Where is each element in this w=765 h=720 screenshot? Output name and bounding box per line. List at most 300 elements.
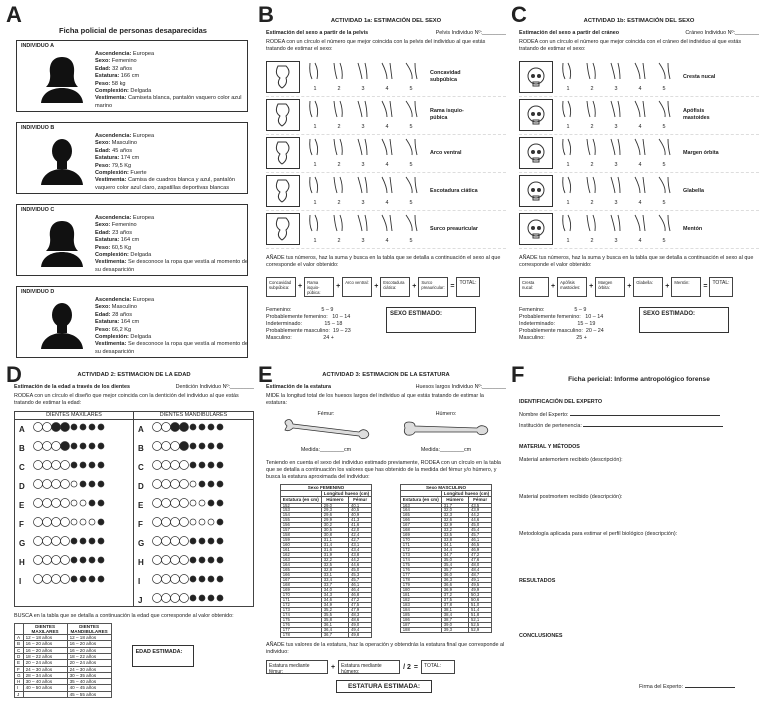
- score-option[interactable]: [402, 61, 420, 93]
- row-letter: H: [138, 557, 144, 567]
- row-letter: I: [138, 576, 141, 586]
- teeth-diagram-icon: [152, 439, 232, 457]
- table-cell: 46,4: [349, 588, 372, 593]
- morphology-sketch-icon: [607, 99, 625, 124]
- dentition-row[interactable]: [134, 420, 253, 439]
- dentition-row[interactable]: [134, 553, 253, 572]
- row-letter: D: [138, 481, 144, 491]
- sum-box[interactable]: Rama isquio-púbica:: [304, 277, 334, 297]
- score-number: 4: [638, 86, 642, 93]
- score-option[interactable]: [378, 137, 396, 169]
- score-number: 1: [313, 200, 317, 207]
- score-option[interactable]: [583, 99, 601, 131]
- table-cell: 34,9: [321, 603, 348, 608]
- total-box[interactable]: TOTAL:: [456, 277, 480, 297]
- score-option[interactable]: [378, 99, 396, 131]
- table-cell: 182: [400, 598, 441, 603]
- info-line: Ascendencia: Europea: [95, 51, 155, 57]
- table-cell: 153: [280, 508, 321, 513]
- info-line: Estatura: 174 cm: [95, 155, 140, 162]
- score-option[interactable]: [655, 213, 673, 245]
- table-cell: 168: [280, 583, 321, 588]
- score-option[interactable]: [402, 213, 420, 245]
- table-cell: 51,4: [469, 608, 492, 613]
- score-option[interactable]: [330, 61, 348, 93]
- table-row[interactable]: [400, 628, 491, 633]
- dentition-row[interactable]: [134, 515, 253, 534]
- table-cell: 47,6: [469, 558, 492, 563]
- sum-box[interactable]: Glabella:: [633, 277, 663, 297]
- table-cell: 187: [400, 623, 441, 628]
- table-cell: 32,0: [441, 508, 468, 513]
- score-option[interactable]: [330, 213, 348, 245]
- row-letter: F: [138, 519, 143, 529]
- table-cell: 35,5: [321, 613, 348, 618]
- info-line: Edad: 45 años: [95, 147, 133, 154]
- score-option[interactable]: [631, 137, 649, 169]
- score-option[interactable]: [354, 61, 372, 93]
- signature-line[interactable]: [685, 687, 735, 688]
- info-line: Edad: 32 años: [95, 65, 133, 72]
- table-cell: 49,4: [349, 628, 372, 633]
- table-cell: 36,1: [321, 623, 348, 628]
- teeth-diagram-icon: [152, 553, 232, 571]
- panel-e-ind-field[interactable]: Huesos largos Individuo Nº:________: [415, 383, 506, 390]
- dentition-row[interactable]: [134, 477, 253, 496]
- panel-c: ACTIVIDAD 1b: ESTIMACIÓN DEL SEXO Estimación del sexo a partir del cráneo Cráneo Individuo Nº:________ RODEA con un círculo el número que mejor coincida con el cráneo del individuo al que estás tratando de estimar el sexo: 1 2 3 4 5 Cresta nucal 1 2 3 4 5 Apófisis mastoides 1 2 3 4 5 Margen órbita 1 2 3 4 5 Glabella 1 2 3 4 5 Mentón AÑADE tus números, haz la suma y busca en la tabla que se detalla a continuación el sexo al que corresponde el valor obtenido: Cresta nucal: + Apófisis mastoides: + Margen órbita: + Glabella: + Mentón: = TOTAL: Femenino: 5 – 9 Probablemente femenino: 10 – 14 Indeterminado: 15 – 19 Probablemente masculino: 20 – 24 Masculino: 25 + SEXO ESTIMADO:: [519, 18, 759, 341]
- field-institucion-input[interactable]: [583, 426, 723, 427]
- morphology-sketch-icon: [354, 175, 372, 200]
- score-number: 2: [337, 86, 341, 93]
- teeth-diagram-icon: [33, 553, 113, 571]
- table-cell: 43,4: [349, 548, 372, 553]
- table-cell: 37,5: [441, 598, 468, 603]
- morphology-sketch-icon: [354, 137, 372, 162]
- table-cell: 51,8: [469, 613, 492, 618]
- table-cell: 33,8: [441, 538, 468, 543]
- score-number: 3: [614, 200, 618, 207]
- dentition-row[interactable]: [15, 458, 133, 477]
- stature-total-box[interactable]: TOTAL:: [421, 660, 455, 674]
- femur-stature-box[interactable]: Estatura mediante fémur:: [266, 660, 328, 674]
- score-number: 2: [337, 238, 341, 245]
- person-silhouette-icon: [39, 53, 85, 103]
- score-option[interactable]: [583, 175, 601, 207]
- reference-bone-icon: [266, 61, 300, 93]
- field-metodologia[interactable]: Metodología aplicada para estimar el perfil biológico (descripción):: [519, 531, 678, 538]
- sum-box[interactable]: Surco preauricular:: [418, 277, 448, 297]
- score-number: 4: [385, 200, 389, 207]
- trait-label: Rama isquio-púbica: [430, 108, 464, 122]
- info-line: Complexión: Delgada: [95, 87, 152, 94]
- table-cell: 175: [400, 563, 441, 568]
- table-cell: 30,2: [321, 523, 348, 528]
- teeth-diagram-icon: [33, 439, 113, 457]
- table-cell: 176: [400, 568, 441, 573]
- teeth-diagram-icon: [152, 572, 232, 590]
- info-line: Peso: 60,5 Kg: [95, 244, 132, 251]
- table-cell: D: [15, 654, 24, 660]
- range-line: Probablemente femenino: 10 – 14: [266, 313, 351, 320]
- individual-label: INDIVIDUO A: [21, 43, 55, 49]
- reference-bone-icon: [519, 61, 553, 93]
- panel-e-subtitle: Estimación de la estatura: [266, 383, 332, 390]
- dentition-row[interactable]: [15, 534, 133, 553]
- dentition-row[interactable]: [134, 591, 253, 610]
- field-institucion: Institución de pertenencia:: [519, 423, 582, 430]
- table-cell: 20 – 24 años: [67, 660, 111, 666]
- score-number: 1: [313, 162, 317, 169]
- table-cell: 160: [280, 543, 321, 548]
- table-cell: 34,3: [321, 593, 348, 598]
- long-header: Longitud hueso (cm): [321, 490, 371, 496]
- table-cell: 167: [400, 523, 441, 528]
- dentition-row[interactable]: [134, 439, 253, 458]
- table-cell: 46,9: [469, 548, 492, 553]
- score-number: 3: [361, 162, 365, 169]
- score-number: 3: [361, 124, 365, 131]
- table-cell: 16 – 20 años: [23, 641, 67, 647]
- humero-medida[interactable]: Medida:________cm: [420, 446, 472, 453]
- score-option[interactable]: [583, 213, 601, 245]
- table-cell: I: [15, 685, 24, 691]
- score-option[interactable]: [354, 213, 372, 245]
- score-option[interactable]: [354, 175, 372, 207]
- dentition-row[interactable]: [15, 515, 133, 534]
- morphology-sketch-icon: [559, 213, 577, 238]
- score-number: 2: [337, 200, 341, 207]
- table-cell: 29,6: [321, 513, 348, 518]
- field-antemortem[interactable]: Material antemortem recibido (descripción):: [519, 457, 623, 464]
- score-option[interactable]: [330, 137, 348, 169]
- teeth-diagram-icon: [152, 496, 232, 514]
- table-cell: 167: [280, 578, 321, 583]
- individual-label: INDIVIDUO D: [21, 289, 55, 295]
- table-cell: 30,8: [321, 533, 348, 538]
- sum-box[interactable]: Escotadura ciática:: [380, 277, 410, 297]
- table-cell: 168: [400, 528, 441, 533]
- dentition-row[interactable]: [15, 496, 133, 515]
- table-cell: 47,2: [349, 598, 372, 603]
- row-letter: E: [138, 500, 144, 510]
- score-option[interactable]: [402, 175, 420, 207]
- teeth-diagram-icon: [33, 534, 113, 552]
- score-option[interactable]: [378, 175, 396, 207]
- score-number: 4: [385, 238, 389, 245]
- score-option[interactable]: [631, 175, 649, 207]
- table-cell: 33,1: [321, 573, 348, 578]
- morphology-sketch-icon: [378, 61, 396, 86]
- table-cell: 177: [400, 573, 441, 578]
- trait-row: [519, 211, 759, 249]
- table-cell: 31,9: [321, 553, 348, 558]
- stature-table-female: [280, 484, 372, 638]
- individual-info: [95, 133, 252, 192]
- table-cell: 49,0: [349, 623, 372, 628]
- score-option[interactable]: [631, 61, 649, 93]
- dentition-row[interactable]: [15, 420, 133, 439]
- score-number: 3: [361, 200, 365, 207]
- table-cell: 40 – 45 años: [67, 685, 111, 691]
- dentition-row[interactable]: [15, 439, 133, 458]
- score-option[interactable]: [306, 137, 324, 169]
- table-header: DIENTES MAXILARES: [23, 623, 67, 635]
- score-number: 2: [590, 86, 594, 93]
- score-option[interactable]: [402, 137, 420, 169]
- row-letter: D: [19, 481, 25, 491]
- score-number: 1: [313, 86, 317, 93]
- score-number: 1: [566, 86, 570, 93]
- info-line: Sexo: Masculino: [95, 304, 137, 311]
- table-cell: J: [15, 691, 24, 697]
- table-cell: 156: [280, 523, 321, 528]
- score-option[interactable]: [631, 99, 649, 131]
- individual-info: [95, 215, 252, 274]
- panel-d-result[interactable]: EDAD ESTIMADA:: [132, 645, 194, 667]
- score-number: 5: [409, 86, 413, 93]
- morphology-sketch-icon: [607, 213, 625, 238]
- dentition-row[interactable]: [15, 572, 133, 591]
- score-option[interactable]: [559, 61, 577, 93]
- dentition-row[interactable]: [134, 572, 253, 591]
- panel-c-add-instr: AÑADE tus números, haz la suma y busca en la tabla que se detalla a continuación el sexo al que corresponde el valor obtenido:: [519, 254, 754, 268]
- panel-b-result[interactable]: SEXO ESTIMADO:: [386, 307, 476, 333]
- score-option[interactable]: [559, 175, 577, 207]
- table-cell: 40,1: [349, 503, 372, 508]
- table-cell: 46,1: [469, 538, 492, 543]
- panel-letter-f: F: [511, 362, 525, 387]
- info-line: Estatura: 164 cm: [95, 237, 140, 244]
- field-postmortem[interactable]: Material postmortem recibido (descripción):: [519, 494, 623, 501]
- table-cell: 45,3: [349, 573, 372, 578]
- table-cell: 173: [280, 608, 321, 613]
- sum-box[interactable]: Mentón:: [671, 277, 701, 297]
- row-letter: J: [138, 595, 143, 605]
- morphology-sketch-icon: [330, 99, 348, 124]
- morphology-sketch-icon: [631, 61, 649, 86]
- dentition-row[interactable]: [15, 477, 133, 496]
- sum-box[interactable]: Margen órbita:: [595, 277, 625, 297]
- score-number: 5: [662, 162, 666, 169]
- score-option[interactable]: [402, 99, 420, 131]
- table-cell: 171: [400, 543, 441, 548]
- individual-info: [95, 51, 252, 110]
- morphology-sketch-icon: [607, 61, 625, 86]
- score-option[interactable]: [655, 99, 673, 131]
- score-option[interactable]: [631, 213, 649, 245]
- table-cell: 183: [400, 603, 441, 608]
- dentition-row[interactable]: [134, 496, 253, 515]
- table-cell: 35,2: [321, 608, 348, 613]
- table-cell: 38,7: [441, 618, 468, 623]
- table-cell: 40,9: [349, 513, 372, 518]
- table-cell: 49,8: [349, 633, 372, 638]
- table-cell: 46,1: [349, 583, 372, 588]
- score-option[interactable]: [655, 137, 673, 169]
- score-option[interactable]: [607, 175, 625, 207]
- panel-c-ind-field[interactable]: Cráneo Individuo Nº:________: [685, 29, 759, 36]
- panel-d-ind-field[interactable]: Dentición Individuo Nº:________: [175, 383, 254, 390]
- panel-c-title: ACTIVIDAD 1b: ESTIMACIÓN DEL SEXO: [583, 18, 695, 24]
- morphology-sketch-icon: [402, 61, 420, 86]
- table-cell: 12 – 18 años: [67, 635, 111, 641]
- femur-medida[interactable]: Medida:________cm: [300, 446, 352, 453]
- teeth-diagram-icon: [33, 420, 113, 438]
- sum-box[interactable]: Apófisis mastoides:: [557, 277, 587, 297]
- morphology-sketch-icon: [631, 99, 649, 124]
- panel-b-instr: RODEA con un círculo el número que mejor coincida con la pelvis del individuo al que estás tratando de estimar el sexo:: [266, 38, 486, 52]
- score-option[interactable]: [354, 99, 372, 131]
- trait-row: [266, 173, 506, 211]
- row-letter: E: [19, 500, 25, 510]
- table-cell: 36,4: [321, 628, 348, 633]
- row-letter: I: [19, 576, 22, 586]
- table-cell: G: [15, 672, 24, 678]
- teeth-diagram-icon: [33, 458, 113, 476]
- table-cell: 18 – 22 años: [23, 654, 67, 660]
- trait-row: [266, 135, 506, 173]
- score-number: 2: [337, 162, 341, 169]
- humerus-bone-icon: [401, 418, 491, 442]
- table-cell: 185: [400, 613, 441, 618]
- panel-f-title: Ficha pericial: Informe antropológico forense: [568, 376, 710, 383]
- trait-row: [266, 97, 506, 135]
- morphology-sketch-icon: [607, 175, 625, 200]
- trait-label: Cresta nucal: [683, 73, 716, 80]
- table-cell: 164: [400, 508, 441, 513]
- dentition-row[interactable]: [15, 553, 133, 572]
- femur-label: Fémur:: [317, 410, 335, 417]
- morphology-sketch-icon: [631, 213, 649, 238]
- reference-bone-icon: [266, 213, 300, 245]
- table-cell: 173: [400, 553, 441, 558]
- score-option[interactable]: [378, 61, 396, 93]
- score-number: 1: [566, 238, 570, 245]
- score-number: 5: [662, 238, 666, 245]
- score-option[interactable]: [378, 213, 396, 245]
- table-cell: 31,4: [321, 543, 348, 548]
- trait-label: Apófisis mastoides: [683, 108, 710, 122]
- range-line: Femenino: 5 – 9: [266, 306, 334, 313]
- table-cell: 38,4: [441, 613, 468, 618]
- score-option[interactable]: [655, 175, 673, 207]
- sum-box[interactable]: Cresta nucal:: [519, 277, 549, 297]
- trait-label: Glabella: [683, 187, 704, 194]
- table-cell: 31,6: [321, 548, 348, 553]
- table-cell: 36,6: [441, 583, 468, 588]
- score-option[interactable]: [354, 137, 372, 169]
- table-cell: 30 – 40 años: [23, 679, 67, 685]
- person-silhouette-icon: [39, 299, 85, 349]
- table-cell: 43,1: [349, 543, 372, 548]
- individual-card: [16, 40, 248, 112]
- table-cell: 52,1: [469, 618, 492, 623]
- total-box[interactable]: TOTAL:: [709, 277, 733, 297]
- table-cell: 32,2: [321, 558, 348, 563]
- row-letter: G: [19, 538, 26, 548]
- score-option[interactable]: [607, 137, 625, 169]
- morphology-sketch-icon: [655, 175, 673, 200]
- table-cell: 36,3: [441, 578, 468, 583]
- score-option[interactable]: [330, 99, 348, 131]
- score-option[interactable]: [559, 213, 577, 245]
- panel-d-instr: RODEA con un círculo el diseño que mejor coincida con la dentición del individuo al que estás tratando de estimar la edad:: [14, 392, 239, 406]
- dentition-row[interactable]: [134, 458, 253, 477]
- dentition-row[interactable]: [134, 534, 253, 553]
- score-option[interactable]: [306, 175, 324, 207]
- score-option[interactable]: [306, 99, 324, 131]
- sum-box[interactable]: Concavidad subpúbica:: [266, 277, 296, 297]
- table-cell: 49,5: [469, 583, 492, 588]
- score-option[interactable]: [559, 99, 577, 131]
- table-cell: 174: [280, 613, 321, 618]
- table-cell: 24 – 30 años: [67, 666, 111, 672]
- score-option[interactable]: [607, 213, 625, 245]
- table-cell: 18 – 22 años: [67, 654, 111, 660]
- info-line: Vestimenta: Se desconoce la ropa que vestía al momento de su desaparición: [95, 259, 248, 273]
- equals-sign: =: [413, 663, 418, 671]
- trait-row: [266, 59, 506, 97]
- score-number: 1: [313, 124, 317, 131]
- col-header: Fémur: [349, 497, 372, 503]
- panel-e-result[interactable]: ESTATURA ESTIMADA:: [336, 680, 432, 693]
- score-option[interactable]: [306, 213, 324, 245]
- morphology-sketch-icon: [583, 137, 601, 162]
- score-option[interactable]: [607, 99, 625, 131]
- morphology-sketch-icon: [354, 99, 372, 124]
- panel-c-result[interactable]: SEXO ESTIMADO:: [639, 307, 729, 333]
- score-option[interactable]: [655, 61, 673, 93]
- table-cell: 165: [400, 513, 441, 518]
- panel-e-title: ACTIVIDAD 3: ESTIMACIÓN DE LA ESTATURA: [322, 372, 450, 378]
- table-cell: 166: [400, 518, 441, 523]
- table-cell: 178: [400, 578, 441, 583]
- score-option[interactable]: [583, 137, 601, 169]
- panel-b-ind-field[interactable]: Pelvis Individuo Nº:________: [435, 29, 506, 36]
- table-cell: 174: [400, 558, 441, 563]
- score-option[interactable]: [330, 175, 348, 207]
- table-cell: 39,0: [441, 623, 468, 628]
- table-cell: 170: [280, 593, 321, 598]
- table-header: [15, 623, 24, 635]
- score-option[interactable]: [306, 61, 324, 93]
- table-cell: 163: [280, 558, 321, 563]
- table-cell: 181: [400, 593, 441, 598]
- table-cell: [23, 691, 67, 697]
- score-number: 4: [385, 86, 389, 93]
- score-number: 4: [638, 200, 642, 207]
- score-option[interactable]: [607, 61, 625, 93]
- table-row[interactable]: [280, 633, 371, 638]
- sex-header: Sexo MASCULINO: [400, 484, 491, 490]
- score-option[interactable]: [583, 61, 601, 93]
- table-cell: 30 – 35 años: [67, 672, 111, 678]
- morphology-sketch-icon: [306, 175, 324, 200]
- table-cell: C: [15, 647, 24, 653]
- table-cell: 52,9: [469, 628, 492, 633]
- table-cell: 178: [280, 633, 321, 638]
- table-cell: 159: [280, 538, 321, 543]
- table-cell: 35,7: [441, 568, 468, 573]
- morphology-sketch-icon: [306, 213, 324, 238]
- score-option[interactable]: [559, 137, 577, 169]
- sum-box[interactable]: Arco ventral:: [342, 277, 372, 297]
- humerus-stature-box[interactable]: Estatura mediante húmero:: [338, 660, 400, 674]
- morphology-sketch-icon: [655, 61, 673, 86]
- table-cell: 172: [400, 548, 441, 553]
- table-cell: 29,3: [321, 508, 348, 513]
- field-nombre-input[interactable]: [570, 415, 720, 416]
